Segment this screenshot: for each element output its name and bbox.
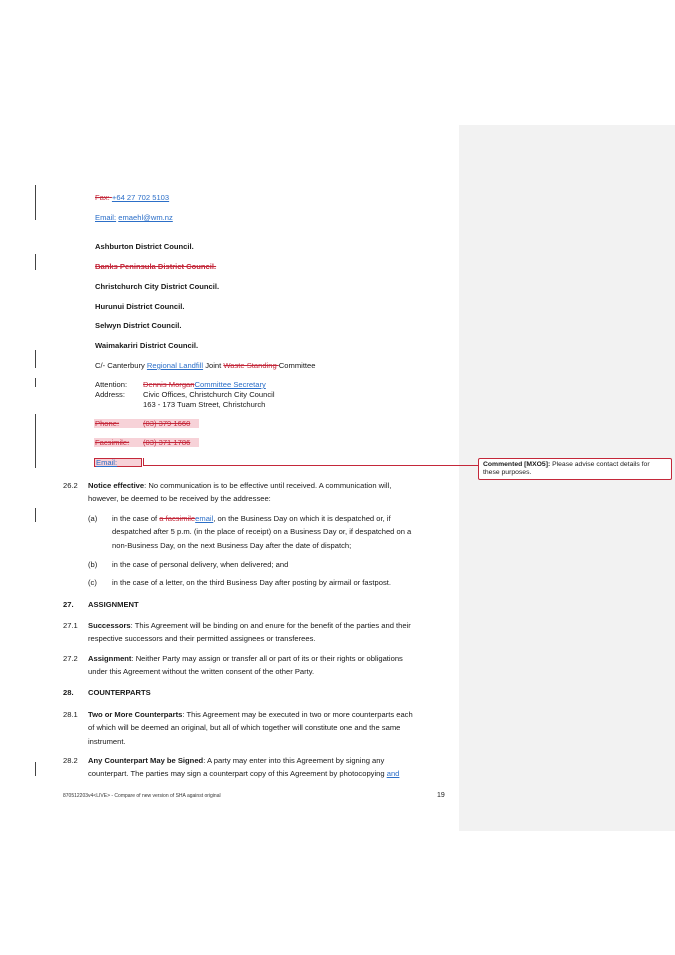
email2-label: Email: — [96, 458, 118, 467]
facsimile-value: (03) 371 1786 — [143, 438, 191, 447]
section-number: 28. — [63, 688, 74, 697]
email-line — [95, 213, 173, 222]
deleted-text: Waste Standing — [223, 361, 279, 370]
attention-label: Attention: — [95, 380, 128, 389]
phone-value: (03) 379 1660 — [143, 419, 191, 428]
inserted-text: Regional Landfill — [146, 361, 204, 370]
document-footer: 870512203v4<LIVE> - Compare of new version of SHA against original — [63, 793, 221, 799]
facsimile-label: Facsimile: — [95, 438, 130, 447]
deleted-text: a facsimile — [159, 514, 196, 523]
committee-prefix: C/- Canterbury — [95, 361, 147, 370]
clause-text: instrument. — [88, 737, 126, 746]
clause-text: : No communication is to be effective until received. A communication will, — [144, 481, 392, 490]
clause-text: under this Agreement without the written consent of the other Party. — [88, 667, 315, 676]
clause-number: 28.2 — [63, 756, 78, 765]
clause-number: 27.1 — [63, 621, 78, 630]
email-comment-anchor[interactable] — [94, 458, 142, 467]
clause-text: in the case of — [112, 514, 160, 523]
council-name: Hurunui District Council. — [95, 302, 185, 311]
email-value[interactable]: emaehl@wm.nz — [118, 213, 173, 222]
change-bar — [35, 185, 36, 220]
clause-text: counterpart. The parties may sign a counterpart copy of this Agreement by photocopying — [88, 769, 387, 778]
clause-text: non-Business Day, on the next Business Day after the date of dispatch; — [112, 541, 352, 550]
fax-value[interactable]: +64 27 702 5103 — [111, 193, 170, 202]
sub-a-line1 — [112, 514, 391, 523]
deleted-text: Dennis Morgan — [143, 380, 195, 389]
clause-heading: Notice effective — [88, 481, 145, 490]
section-number: 27. — [63, 600, 74, 609]
clause-text: however, be deemed to be received by the addressee: — [88, 494, 271, 503]
clause-heading: Successors — [88, 621, 131, 630]
address-line1: Civic Offices, Christchurch City Council — [143, 390, 275, 399]
phone-label: Phone: — [95, 419, 120, 428]
comment-author: Commented [MXO5]: — [483, 461, 551, 468]
comment-text: Please advise contact details for — [550, 461, 650, 468]
clause-text: : Neither Party may assign or transfer all or part of its or their rights or obligations — [131, 654, 403, 663]
sub-label: (a) — [88, 514, 98, 523]
committee-mid: Joint — [203, 361, 224, 370]
clause-text: : A party may enter into this Agreement by signing any — [203, 756, 385, 765]
phone-line — [94, 419, 199, 428]
clause-27-1-line1 — [88, 621, 411, 630]
clause-27-2-line1 — [88, 654, 403, 663]
sub-label: (b) — [88, 560, 98, 569]
inserted-text: and — [386, 769, 400, 778]
clause-heading: Two or More Counterparts — [88, 710, 183, 719]
address-label: Address: — [95, 390, 125, 399]
comment-connector — [143, 465, 478, 466]
address-line2: 163 - 173 Tuam Street, Christchurch — [143, 400, 266, 409]
fax-line — [95, 193, 169, 202]
council-name-deleted: Banks Peninsula District Council. — [95, 262, 217, 271]
attention-value — [143, 380, 266, 389]
clause-28-2-line1 — [88, 756, 384, 765]
clause-text: : This Agreement may be executed in two or more counterparts each — [182, 710, 413, 719]
clause-text: respective successors and their permitted assignees or transferees. — [88, 634, 316, 643]
email-label: Email: — [95, 213, 117, 222]
comment-text: these purposes. — [483, 469, 532, 476]
sub-label: (c) — [88, 578, 97, 587]
clause-text: of which will be deemed an original, but all of which together will constitute one and the same — [88, 723, 401, 732]
clause-heading: Any Counterpart May be Signed — [88, 756, 204, 765]
change-bar — [35, 254, 36, 270]
change-bar — [35, 762, 36, 776]
clause-number: 28.1 — [63, 710, 78, 719]
clause-heading: Assignment — [88, 654, 132, 663]
clause-number: 27.2 — [63, 654, 78, 663]
change-bar — [35, 508, 36, 522]
clause-number: 26.2 — [63, 481, 78, 490]
fax-label: Fax: — [95, 193, 110, 202]
change-bar — [35, 350, 36, 368]
clause-28-2-line2 — [88, 769, 399, 778]
clause-text: : This Agreement will be binding on and enure for the benefit of the parties and their — [130, 621, 411, 630]
change-bar — [35, 414, 36, 468]
committee-suffix: Committee — [278, 361, 316, 370]
inserted-text: Committee Secretary — [194, 380, 266, 389]
clause-28-1-line1 — [88, 710, 413, 719]
comment-balloon[interactable] — [478, 458, 672, 480]
clause-text: , on the Business Day on which it is despatched or, if — [213, 514, 391, 523]
section-title: COUNTERPARTS — [88, 688, 151, 697]
council-name: Christchurch City District Council. — [95, 282, 220, 291]
inserted-text: email — [195, 514, 214, 523]
committee-line — [95, 361, 316, 370]
clause-text: in the case of personal delivery, when delivered; and — [112, 560, 289, 569]
clause-text: in the case of a letter, on the third Business Day after posting by airmail or fastpost. — [112, 578, 392, 587]
council-name: Ashburton District Council. — [95, 242, 194, 251]
section-title: ASSIGNMENT — [88, 600, 139, 609]
facsimile-line — [94, 438, 199, 447]
change-bar — [35, 378, 36, 387]
clause-26-2-line1 — [88, 481, 391, 490]
council-name: Selwyn District Council. — [95, 321, 182, 330]
clause-text: despatched after 5 p.m. (in the place of receipt) on a Business Day or, if despatched on a — [112, 527, 412, 536]
council-name: Waimakariri District Council. — [95, 341, 199, 350]
page-number: 19 — [437, 792, 445, 799]
